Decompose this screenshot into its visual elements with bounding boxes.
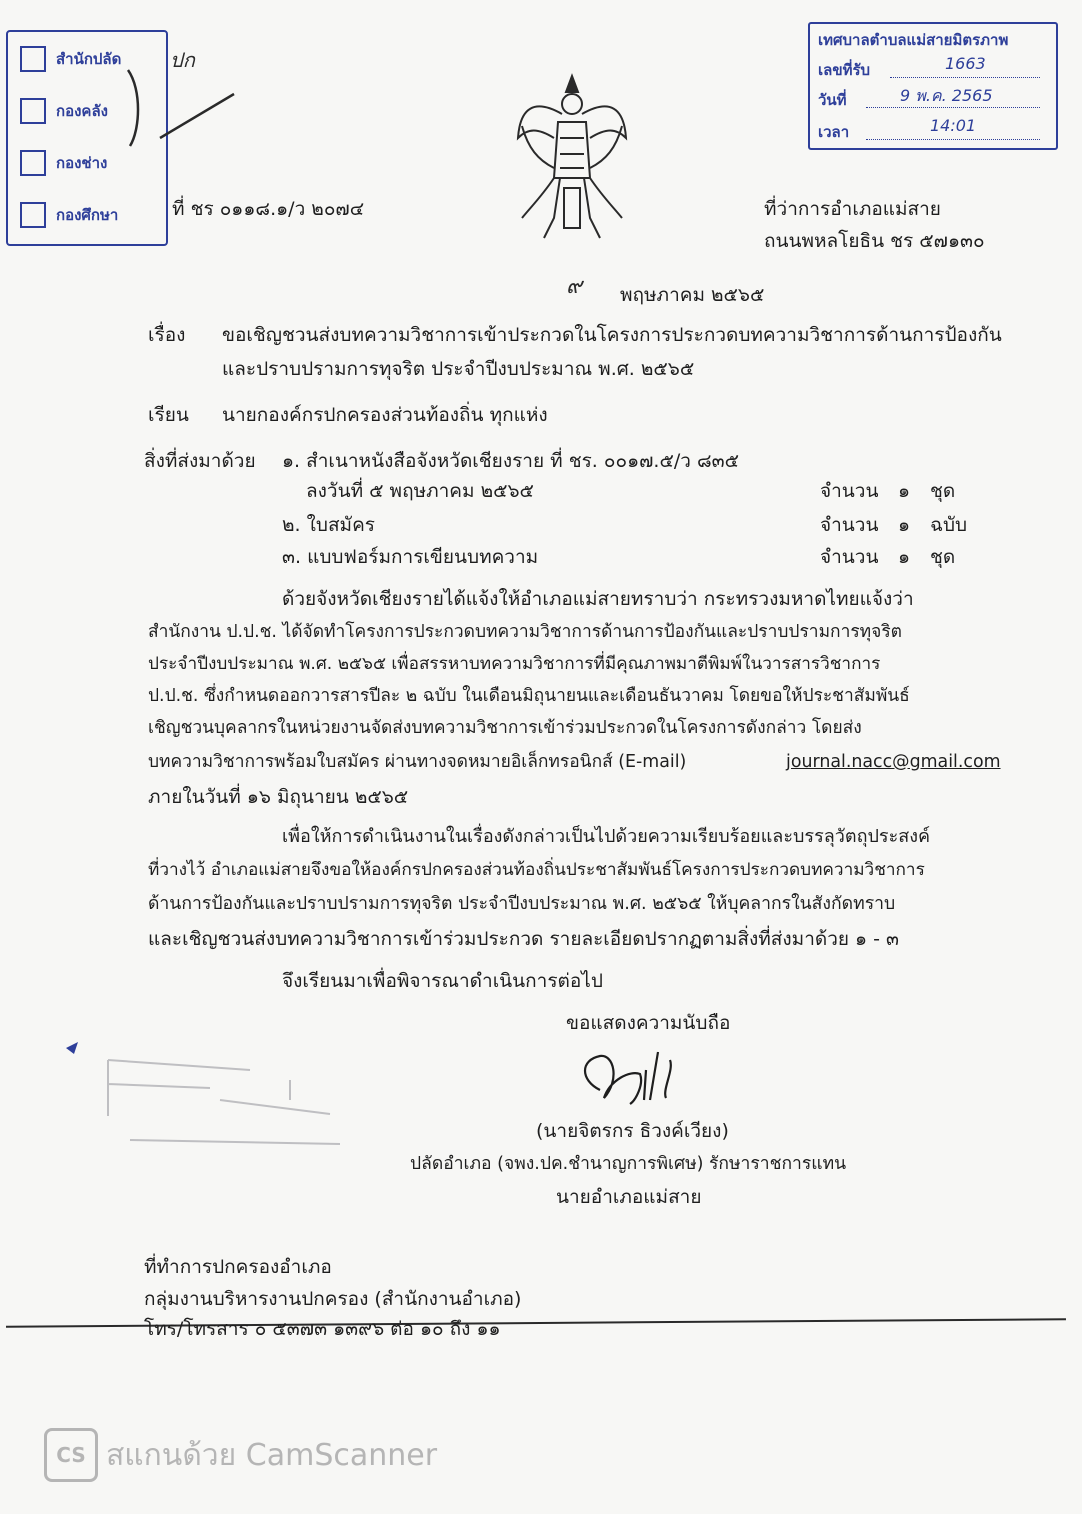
subject-label: เรื่อง (148, 324, 186, 346)
route-label: กองคลัง (56, 102, 108, 120)
body-paragraph-1-line: ป.ป.ช. ซึ่งกำหนดออกวารสารปีละ ๒ ฉบับ ในเดือนมิถุนายนและเดือนธันวาคม โดยขอให้ประชาสัมพันธ์ (148, 686, 910, 706)
body-paragraph-2-line: เพื่อให้การดำเนินงานในเรื่องดังกล่าวเป็นไปด้วยความเรียบร้อยและบรรลุวัตถุประสงค์ (282, 826, 931, 847)
camscanner-watermark-text: สแกนด้วย CamScanner (106, 1438, 438, 1473)
footer-office-line1: ที่ทำการปกครองอำเภอ (144, 1256, 332, 1278)
checkbox-education (20, 202, 46, 228)
checkbox-engineering (20, 150, 46, 176)
attachment-unit: ชุด (930, 480, 956, 502)
attachment-qty: ๑ (898, 546, 911, 568)
reference-number: ที่ ชร ๐๑๑๘.๑/ว ๒๐๗๔ (172, 198, 365, 220)
body-paragraph-2-line: ด้านการป้องกันและปราบปรามการทุจริต ประจำปีงบประมาณ พ.ศ. ๒๕๖๕ ให้บุคลากรในสังกัดทราบ (148, 894, 896, 914)
date-day-handwritten: ๙ (566, 274, 583, 299)
footer-office-line2: กลุ่มงานบริหารงานปกครอง (สำนักงานอำเภอ) (144, 1288, 522, 1310)
attachment-qty-label: จำนวน (820, 480, 879, 502)
receipt-stamp (808, 22, 1058, 150)
attachment-qty-label: จำนวน (820, 514, 879, 536)
route-item-finance (20, 98, 108, 124)
subject-line2: และปราบปรามการทุจริต ประจำปีงบประมาณ พ.ศ. ๒๕๖๕ (222, 358, 695, 380)
receipt-time: 14:01 (930, 116, 977, 135)
attachment-qty: ๑ (898, 514, 911, 536)
receipt-date-label: วันที่ (818, 91, 847, 109)
attachment-item: ๓. แบบฟอร์มการเขียนบทความ (282, 546, 539, 568)
attachment-unit: ฉบับ (930, 514, 968, 536)
route-item-education (20, 202, 118, 228)
route-label: กองศึกษา (56, 206, 119, 224)
receipt-date: 9 พ.ค. 2565 (900, 86, 993, 105)
attachment-unit: ชุด (930, 546, 956, 568)
body-paragraph-1-line: เชิญชวนบุคลากรในหน่วยงานจัดส่งบทความวิชาการเข้าร่วมประกวดในโครงการดังกล่าว โดยส่ง (148, 718, 862, 738)
body-paragraph-1-line: ด้วยจังหวัดเชียงรายได้แจ้งให้อำเภอแม่สายทราบว่า กระทรวงมหาดไทยแจ้งว่า (282, 588, 914, 610)
garuda-emblem (514, 68, 630, 244)
handwritten-note: ปก (170, 48, 195, 72)
email-link[interactable]: journal.nacc@gmail.com (786, 752, 1001, 772)
signer-title-line2: นายอำเภอแม่สาย (556, 1186, 702, 1208)
salutation-label: เรียน (148, 404, 189, 426)
body-paragraph-1-line: ประจำปีงบประมาณ พ.ศ. ๒๕๖๕ เพื่อสรรหาบทความวิชาการที่มีคุณภาพมาตีพิมพ์ในวารสารวิชาการ (148, 654, 881, 674)
office-address-line1: ที่ว่าการอำเภอแม่สาย (764, 198, 941, 220)
redacted-handwriting (60, 1040, 350, 1150)
route-label: สำนักปลัด (56, 50, 122, 68)
attachment-item-date: ลงวันที่ ๕ พฤษภาคม ๒๕๖๕ (306, 480, 534, 502)
receipt-time-label: เวลา (818, 123, 850, 141)
closing-sentence: จึงเรียนมาเพื่อพิจารณาดำเนินการต่อไป (282, 970, 603, 992)
attachment-item: ๑. สำเนาหนังสือจังหวัดเชียงราย ที่ ชร. ๐๐๑๗.๕/ว ๘๓๕ (282, 450, 739, 472)
signer-name: (นายจิตรกร ธิวงค์เวียง) (536, 1120, 729, 1142)
body-paragraph-2-line: และเชิญชวนส่งบทความวิชาการเข้าร่วมประกวด รายละเอียดปรากฏตามสิ่งที่ส่งมาด้วย ๑ - ๓ (148, 928, 900, 950)
checkbox-finance (20, 98, 46, 124)
regards: ขอแสดงความนับถือ (566, 1012, 731, 1034)
subject-line1: ขอเชิญชวนส่งบทความวิชาการเข้าประกวดในโครงการประกวดบทความวิชาการด้านการป้องกัน (222, 324, 1002, 346)
route-item-office (20, 46, 121, 72)
checkbox-office (20, 46, 46, 72)
office-address-line2: ถนนพหลโยธิน ชร ๕๗๑๓๐ (764, 230, 985, 252)
receipt-no-label: เลขที่รับ (818, 61, 871, 79)
signer-title-line1: ปลัดอำเภอ (จพง.ปค.ชำนาญการพิเศษ) รักษาราชการแทน (410, 1154, 847, 1174)
handwritten-check-mark (120, 60, 240, 150)
attachments-label: สิ่งที่ส่งมาด้วย (144, 450, 256, 472)
footer-phone: โทร/โทรสาร ๐ ๕๓๗๓ ๑๓๙๖ ต่อ ๑๐ ถึง ๑๑ (144, 1318, 501, 1340)
receipt-org: เทศบาลตำบลแม่สายมิตรภาพ (818, 31, 1009, 49)
body-paragraph-1-line: สำนักงาน ป.ป.ช. ได้จัดทำโครงการประกวดบทความวิชาการด้านการป้องกันและปราบปรามการทุจริต (148, 622, 902, 642)
receipt-no: 1663 (945, 54, 986, 73)
signature (570, 1040, 690, 1110)
attachment-qty-label: จำนวน (820, 546, 879, 568)
route-label: กองช่าง (56, 154, 108, 172)
body-paragraph-2-line: ที่วางไว้ อำเภอแม่สายจึงขอให้องค์กรปกครองส่วนท้องถิ่นประชาสัมพันธ์โครงการประกวดบทความวิชาการ (148, 860, 925, 880)
date-month-year: พฤษภาคม ๒๕๖๕ (620, 284, 765, 306)
salutation-recipient: นายกองค์กรปกครองส่วนท้องถิ่น ทุกแห่ง (222, 404, 548, 426)
body-paragraph-1-line: บทความวิชาการพร้อมใบสมัคร ผ่านทางจดหมายอิเล็กทรอนิกส์ (E-mail) (148, 752, 687, 772)
attachment-item: ๒. ใบสมัคร (282, 514, 375, 536)
route-item-engineering (20, 150, 107, 176)
attachment-qty: ๑ (898, 480, 911, 502)
body-paragraph-1-line: ภายในวันที่ ๑๖ มิถุนายน ๒๕๖๕ (148, 786, 409, 808)
camscanner-logo-icon: CS (44, 1428, 98, 1482)
